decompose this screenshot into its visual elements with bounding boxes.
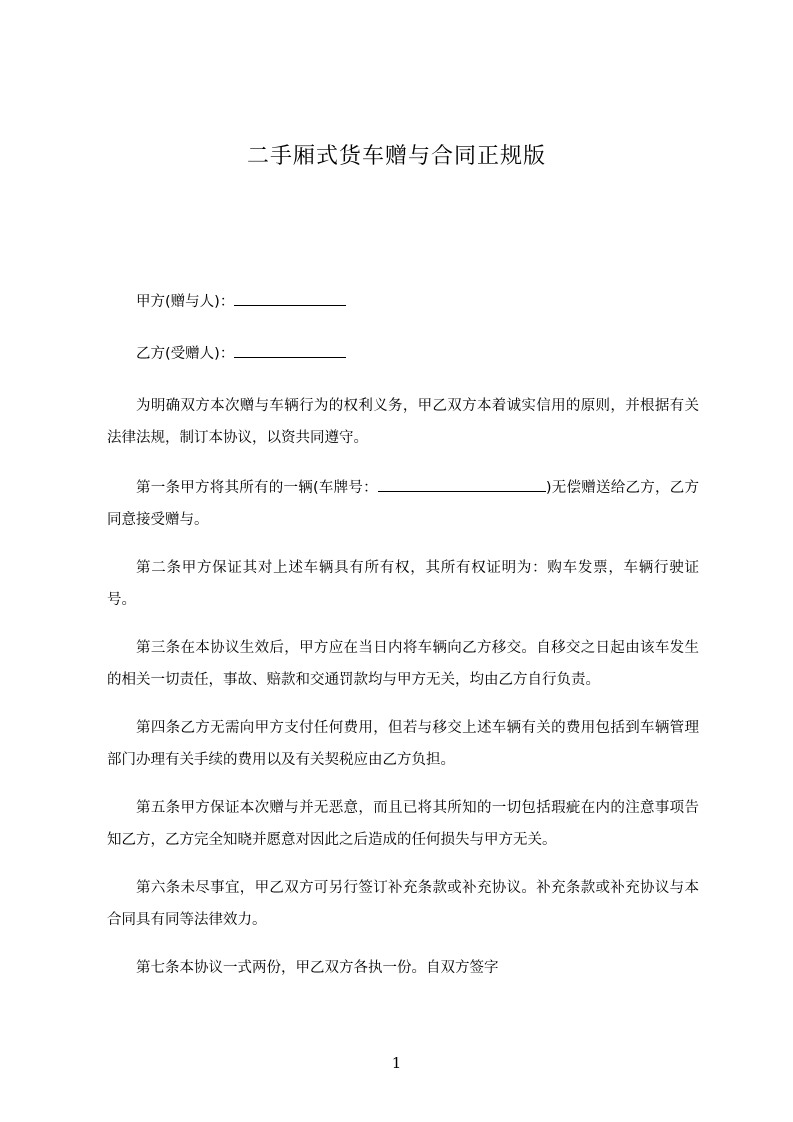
page-number: 1 [391,1054,402,1072]
article-1-suffix: )无偿赠送给乙方，乙方同意接受赠与。 [107,480,700,528]
article-1-paragraph [107,472,699,536]
party-b-line [107,338,699,370]
article-2-paragraph: 第二条甲方保证其对上述车辆具有所有权，其所有权证明为：购车发票，车辆行驶证号。 [107,560,699,608]
document-title: 二手厢式货车赠与合同正规版 [246,144,546,169]
preamble-paragraph: 为明确双方本次赠与车辆行为的权利义务，甲乙双方本着诚实信用的原则，并根据有关法律法规，制订本协议，以资共同遵守。 [107,398,699,446]
party-a-label: 甲方(赠与人)： [136,294,235,310]
party-b-blank[interactable] [234,343,346,358]
article-5-paragraph: 第五条甲方保证本次赠与并无恶意，而且已将其所知的一切包括瑕疵在内的注意事项告知乙方，乙方完全知晓并愿意对因此之后造成的任何损失与甲方无关。 [107,800,699,848]
article-6-paragraph: 第六条未尽事宜，甲乙双方可另行签订补充条款或补充协议。补充条款或补充协议与本合同具有同等法律效力。 [107,880,699,928]
party-a-blank[interactable] [234,291,346,306]
plate-number-blank[interactable] [378,477,546,492]
article-7-paragraph: 第七条本协议一式两份，甲乙双方各执一份。自双方签字 [136,960,499,976]
article-1-prefix: 第一条甲方将其所有的一辆(车牌号： [136,480,378,496]
article-3-paragraph: 第三条在本协议生效后，甲方应在当日内将车辆向乙方移交。自移交之日起由该车发生的相关一切责任，事故、赔款和交通罚款均与甲方无关，均由乙方自行负责。 [107,640,699,688]
article-4-paragraph: 第四条乙方无需向甲方支付任何费用，但若与移交上述车辆有关的费用包括到车辆管理部门办理有关手续的费用以及有关契税应由乙方负担。 [107,720,699,768]
party-b-label: 乙方(受赠人)： [136,346,235,362]
party-a-line [107,286,699,318]
